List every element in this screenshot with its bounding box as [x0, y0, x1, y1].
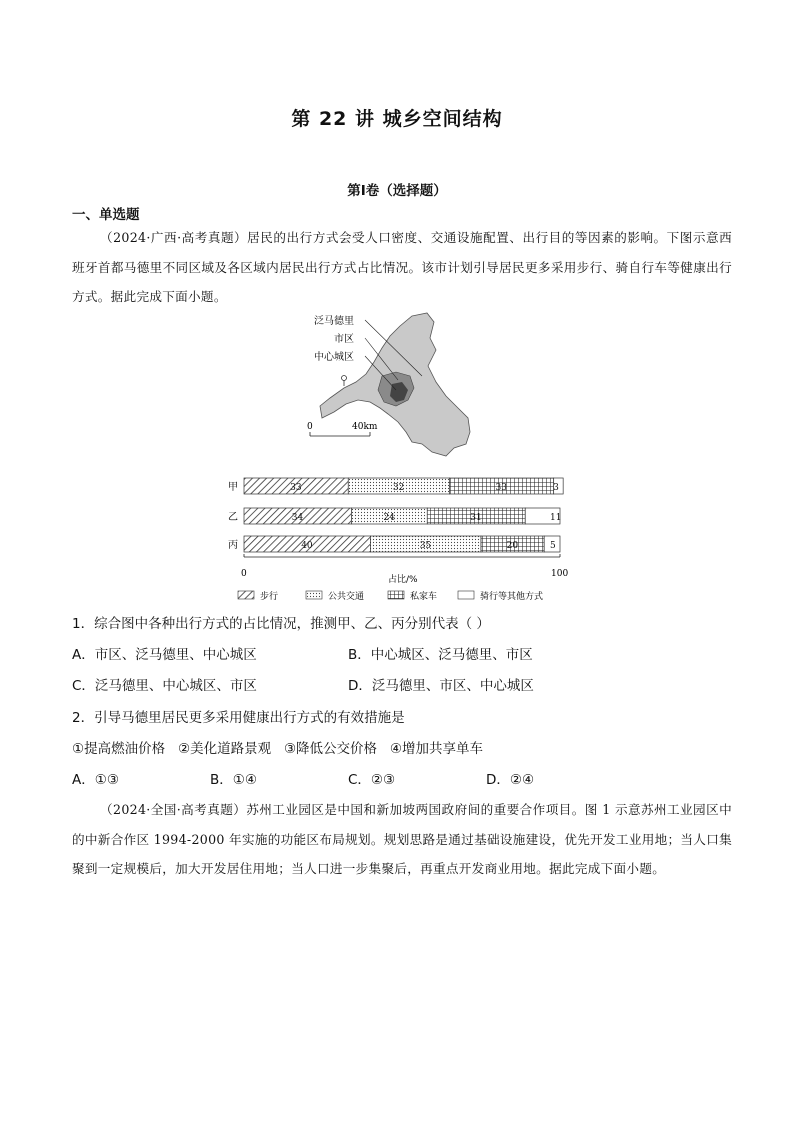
legend-car: 私家车	[410, 592, 438, 602]
map-label-city: 市区	[334, 334, 354, 345]
q2-option-d[interactable]: D．②④	[486, 772, 535, 788]
x-axis-label: 占比/%	[388, 575, 418, 585]
q2-option-b[interactable]: B．①④	[210, 772, 257, 788]
legend	[238, 590, 543, 602]
map-label-central-district: 中心城区	[314, 352, 354, 363]
q2-measures: ①提高燃油价格 ②美化道路景观 ③降低公交价格 ④增加共享单车	[72, 741, 484, 757]
q1-option-c[interactable]: C．泛马德里、中心城区、市区	[72, 678, 257, 694]
category-label: 丙	[228, 540, 238, 551]
legend-walk: 步行	[260, 592, 279, 602]
volume-title: 第I卷（选择题）	[347, 183, 447, 199]
q1-option-d[interactable]: D．泛马德里、市区、中心城区	[348, 678, 534, 694]
question-1-stem: 1．综合图中各种出行方式的占比情况，推测甲、乙、丙分别代表（ ）	[72, 616, 490, 632]
madrid-map	[307, 313, 470, 456]
x-tick-0: 0	[241, 569, 247, 579]
bar-value-label: 11	[550, 513, 562, 523]
q2-option-a[interactable]: A．①③	[72, 772, 119, 788]
small-enclave	[342, 376, 347, 381]
madrid-figure	[222, 310, 582, 606]
page-title: 第 22 讲 城乡空间结构	[291, 108, 503, 130]
scale-label: 40km	[352, 422, 378, 432]
bar-value-label: 33	[495, 483, 507, 493]
bar-value-label: 24	[383, 513, 395, 523]
legend-transit: 公共交通	[328, 592, 365, 602]
intro-paragraph-1: （2024·广西·高考真题）居民的出行方式会受人口密度、交通设施配置、出行目的等因素的影响。下图示意西班牙首都马德里不同区域及各区域内居民出行方式占比情况。该市计划引导居民更多采用步行、骑自行车等健康出行方式。据此完成下面小题。	[72, 230, 732, 304]
bar-value-label: 5	[550, 541, 556, 551]
bar-value-label: 31	[470, 513, 482, 523]
bar-value-label: 34	[291, 513, 304, 523]
scale-zero: 0	[307, 422, 313, 432]
map-label-greater-madrid: 泛马德里	[314, 316, 354, 327]
bar-value-label: 20	[506, 541, 519, 551]
bar-value-label: 33	[290, 483, 302, 493]
legend-other: 骑行等其他方式	[480, 592, 544, 602]
category-label: 乙	[228, 512, 238, 523]
bar-value-label: 3	[553, 483, 559, 493]
section-title: 一、单选题	[72, 207, 140, 223]
bar-value-label: 35	[419, 541, 432, 551]
intro-paragraph-2: （2024·全国·高考真题）苏州工业园区是中国和新加坡两国政府间的重要合作项目。图 1 示意苏州工业园区中的中新合作区 1994-2000 年实施的功能区布局规划。规划思路是通过基础设施建设，优先开发工业用地；当人口集聚到一定规模后，加大开发居住用地；当人口进一步集聚后，再重点开发商业用地。据此完成下面小题。	[72, 802, 732, 876]
bar-value-label: 40	[301, 541, 313, 551]
q1-option-b[interactable]: B．中心城区、泛马德里、市区	[348, 647, 533, 663]
category-label: 甲	[228, 482, 238, 493]
stacked-bar-chart	[228, 478, 563, 552]
question-2-stem: 2．引导马德里居民更多采用健康出行方式的有效措施是	[72, 710, 405, 726]
q2-option-c[interactable]: C．②③	[348, 772, 396, 788]
x-tick-100: 100	[551, 569, 569, 579]
bar-value-label: 32	[392, 483, 405, 493]
q1-option-a[interactable]: A．市区、泛马德里、中心城区	[72, 647, 257, 663]
